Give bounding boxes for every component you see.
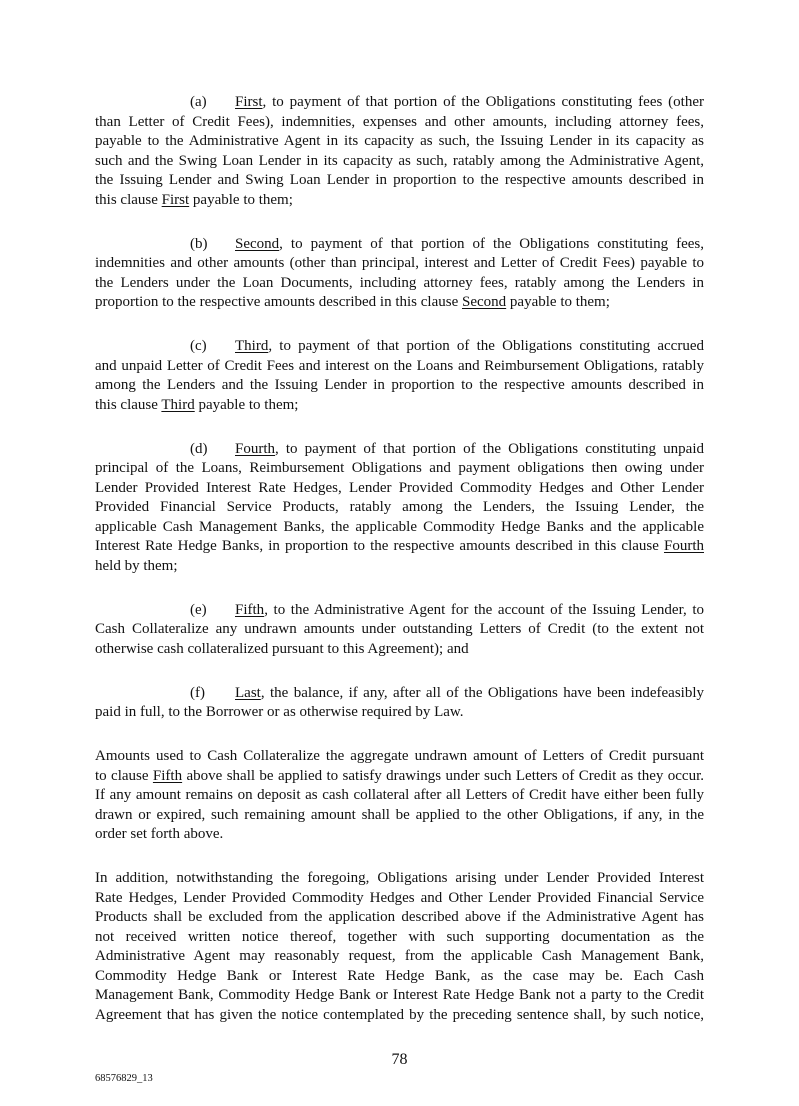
- text-line: paid in full, to the Borrower or as otherwise required by Law.: [95, 704, 464, 720]
- text-line: [95, 440, 704, 460]
- body-paragraph: [95, 869, 704, 1025]
- text-line: principal of the Loans, Reimbursement Obligations and payment obligations then owing under: [95, 460, 704, 476]
- text-line: Administrative Agent may reasonably request, from the applicable Cash Management Bank,: [95, 948, 704, 964]
- text-line: [95, 93, 704, 113]
- text-line: Provided Financial Service Products, ratably among the Lenders, the Issuing Lender, the: [95, 499, 704, 515]
- clause-paragraph: [95, 440, 704, 577]
- text-line: indemnities and other amounts (other than principal, interest and Letter of Credit Fees) payable to: [95, 255, 704, 271]
- clause-reference: First: [161, 191, 190, 208]
- text-line: such and the Swing Loan Lender in its capacity as such, ratably among the Administrative Agent,: [95, 152, 704, 169]
- clause-reference: Second: [462, 294, 507, 310]
- clause-label: (f): [190, 684, 205, 701]
- clause-text: Second, to payment of that portion of the Obligations constituting fees,: [235, 235, 704, 252]
- clause-reference: Fifth: [152, 767, 183, 784]
- text-line: otherwise cash collateralized pursuant to this Agreement); and: [95, 640, 469, 657]
- clause-reference: Third: [161, 396, 195, 413]
- clause-text: Third, to payment of that portion of the Obligations constituting accrued: [235, 338, 704, 354]
- clause-reference: Second: [235, 235, 280, 252]
- clause-label: (d): [190, 440, 208, 457]
- text-line: Lender Provided Interest Rate Hedges, Lender Provided Commodity Hedges and Other Lender: [95, 479, 704, 496]
- text-line: not received written notice thereof, together with such supporting documentation as the: [95, 928, 704, 945]
- clause-text: Fifth, to the Administrative Agent for the account of the Issuing Lender, to: [235, 601, 704, 618]
- clause-reference: Fifth: [235, 601, 265, 618]
- text-line: this clause First payable to them;: [95, 191, 293, 208]
- text-line: the Lenders under the Loan Documents, including attorney fees, ratably among the Lenders in: [95, 274, 704, 291]
- clause-text: First, to payment of that portion of the Obligations constituting fees (other: [235, 94, 704, 110]
- clause-label: (b): [190, 235, 208, 252]
- text-line: Management Bank, Commodity Hedge Bank or Interest Rate Hedge Bank not a party to the Credit: [95, 987, 704, 1003]
- text-line: Commodity Hedge Bank or Interest Rate Hedge Bank, as the case may be. Each Cash: [95, 967, 704, 984]
- clause-paragraph: [95, 235, 704, 313]
- clause-reference: First: [235, 94, 263, 110]
- clause-reference: Fourth: [235, 440, 276, 457]
- clause-paragraph: [95, 337, 704, 415]
- clause-reference: Third: [235, 338, 269, 354]
- text-line: held by them;: [95, 557, 178, 574]
- text-line: Amounts used to Cash Collateralize the aggregate undrawn amount of Letters of Credit pursuant: [95, 748, 704, 764]
- clause-text: Last, the balance, if any, after all of the Obligations have been indefeasibly: [235, 684, 704, 701]
- clause-reference: Last: [235, 684, 261, 701]
- text-line: and unpaid Letter of Credit Fees and interest on the Loans and Reimbursement Obligations, ratably: [95, 357, 704, 374]
- clause-label: (e): [190, 601, 207, 618]
- clause-text: Fourth, to payment of that portion of the Obligations constituting unpaid: [235, 440, 704, 457]
- clause-paragraph: [95, 93, 704, 210]
- text-line: proportion to the respective amounts described in this clause Second payable to them;: [95, 294, 610, 310]
- text-line: payable to the Administrative Agent in its capacity as such, the Issuing Lender in its capacity as: [95, 133, 704, 149]
- text-line: [95, 684, 704, 704]
- document-body: [95, 93, 704, 1025]
- text-line: applicable Cash Management Banks, the applicable Commodity Hedge Banks and the applicable: [95, 518, 704, 535]
- clause-paragraph: [95, 684, 704, 723]
- body-paragraph: [95, 747, 704, 845]
- text-line: [95, 601, 704, 621]
- text-line: Products shall be excluded from the application described above if the Administrative Agent has: [95, 909, 704, 925]
- text-line: than Letter of Credit Fees), indemnities, expenses and other amounts, including attorney fees,: [95, 113, 704, 130]
- text-line: the Issuing Lender and Swing Loan Lender in proportion to the respective amounts described in: [95, 172, 704, 188]
- text-line: drawn or expired, such remaining amount shall be applied to the other Obligations, if any, in the: [95, 806, 704, 823]
- text-line: this clause Third payable to them;: [95, 396, 299, 413]
- text-line: Agreement that has given the notice contemplated by the preceding sentence shall, by such notice,: [95, 1006, 704, 1023]
- clause-paragraph: [95, 601, 704, 660]
- text-line: In addition, notwithstanding the foregoing, Obligations arising under Lender Provided Interest: [95, 870, 704, 886]
- text-line: If any amount remains on deposit as cash collateral after all Letters of Credit have either been fully: [95, 787, 704, 803]
- text-line: order set forth above.: [95, 826, 224, 842]
- text-line: [95, 337, 704, 357]
- clause-reference: Fourth: [663, 538, 704, 554]
- text-line: Interest Rate Hedge Banks, in proportion to the respective amounts described in this clause Fourth: [95, 538, 704, 554]
- text-line: to clause Fifth above shall be applied to satisfy drawings under such Letters of Credit as they occur.: [95, 767, 704, 784]
- page-number: 78: [391, 1050, 408, 1068]
- document-id: 68576829_13: [95, 1072, 153, 1084]
- text-line: Cash Collateralize any undrawn amounts under outstanding Letters of Credit (to the extent not: [95, 621, 704, 637]
- clause-label: (a): [190, 94, 207, 110]
- text-line: among the Lenders and the Issuing Lender in proportion to the respective amounts described in: [95, 377, 704, 393]
- clause-label: (c): [190, 338, 207, 354]
- text-line: Rate Hedges, Lender Provided Commodity Hedges and Other Lender Provided Financial Service: [95, 889, 704, 906]
- text-line: [95, 235, 704, 255]
